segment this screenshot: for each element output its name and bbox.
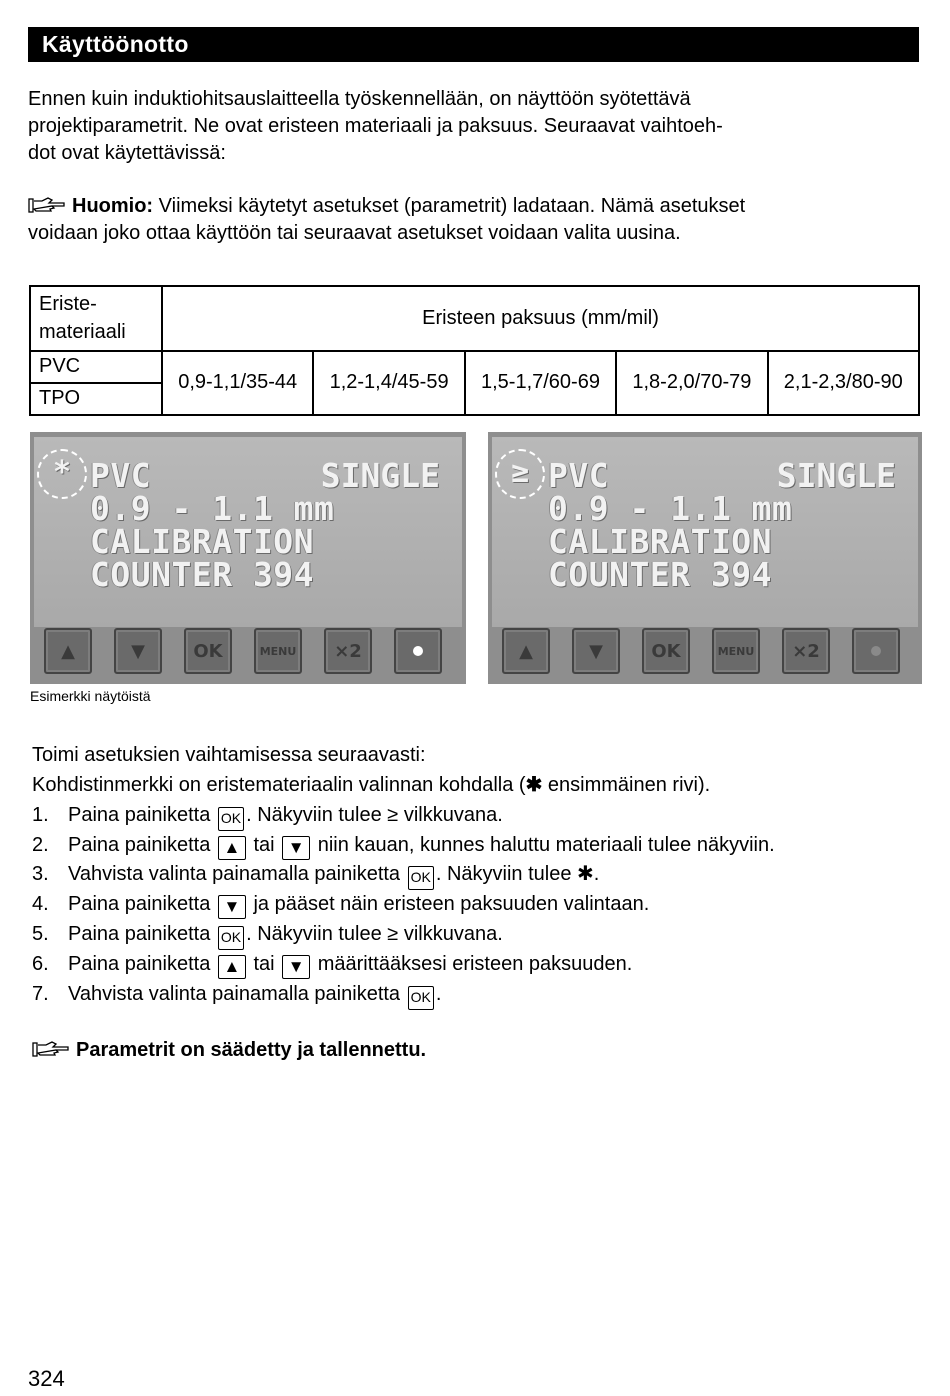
lcd-mode: SINGLE: [776, 456, 896, 495]
light-key: [852, 628, 900, 674]
double-key: ×2: [782, 628, 830, 674]
intro-line: projektiparametrit. Ne ovat eristeen materiaali ja paksuus. Seuraavat vaihtoeh-: [28, 115, 723, 137]
thickness-range-cell: 0,9-1,1/35-44: [162, 351, 313, 416]
lcd-line: CALIBRATION: [90, 522, 315, 561]
down-arrow-key-icon: ▼: [282, 836, 310, 860]
lcd-line: PVC: [90, 456, 152, 495]
note-text: voidaan joko ottaa käyttöön tai seuraavat asetukset voidaan valita uusina.: [28, 222, 681, 244]
led-icon: [413, 646, 423, 656]
step-item: 6. Paina painiketta ▲ tai ▼ määrittääksesi eristeen paksuuden.: [32, 950, 932, 980]
lcd-line: 0.9 - 1.1 mm: [90, 489, 335, 528]
step-item: 3. Vahvista valinta painamalla painiketta OK . Näkyviin tulee ✱.: [32, 860, 932, 890]
ok-key-icon: OK: [218, 926, 244, 950]
up-arrow-key: ▲: [44, 628, 92, 674]
material-cell-tpo: TPO: [30, 383, 162, 415]
down-arrow-key: ▼: [114, 628, 162, 674]
menu-key: MENU: [712, 628, 760, 674]
instructions-cursor-note: Kohdistinmerkki on eristemateriaalin valinnan kohdalla (✱ ensimmäinen rivi).: [32, 773, 711, 796]
lcd-screen: [34, 437, 462, 627]
down-arrow-key-icon: ▼: [282, 955, 310, 979]
lcd-line: COUNTER 394: [548, 555, 773, 594]
device-keypad: [44, 628, 454, 678]
ok-key-icon: OK: [408, 866, 434, 890]
lcd-line: COUNTER 394: [90, 555, 315, 594]
up-arrow-key: ▲: [502, 628, 550, 674]
insulation-spec-table: [29, 285, 920, 416]
step-item: 4. Paina painiketta ▼ ja pääset näin eristeen paksuuden valintaan.: [32, 890, 932, 920]
ok-key-icon: OK: [218, 807, 244, 831]
lcd-line: CALIBRATION: [548, 522, 773, 561]
cursor-indicator: ≥: [495, 449, 545, 499]
up-arrow-key-icon: ▲: [218, 836, 246, 860]
step-item: 7. Vahvista valinta painamalla painiketta OK .: [32, 980, 932, 1010]
thickness-range-cell: 1,5-1,7/60-69: [465, 351, 616, 416]
note-paragraph: [28, 193, 908, 247]
note-label: Huomio:: [72, 195, 154, 217]
lcd-screen: [492, 437, 918, 627]
ok-key: OK: [642, 628, 690, 674]
step-item: 2. Paina painiketta ▲ tai ▼ niin kauan, kunnes haluttu materiaali tulee näkyviin.: [32, 831, 932, 861]
down-arrow-key-icon: ▼: [218, 895, 246, 919]
page-number: 324: [28, 1366, 65, 1391]
instructions-intro: Toimi asetuksien vaihtamisessa seuraavasti:: [32, 744, 426, 766]
lcd-mode: SINGLE: [320, 456, 440, 495]
figure-caption: Esimerkki näytöistä: [30, 688, 151, 704]
light-key: [394, 628, 442, 674]
intro-line: Ennen kuin induktiohitsauslaitteella työskennellään, on näyttöön syötettävä: [28, 88, 691, 110]
device-keypad: [502, 628, 912, 678]
step-item: 1. Paina painiketta OK . Näkyviin tulee ≥ vilkkuvana.: [32, 801, 932, 831]
pointing-hand-icon: [28, 197, 66, 213]
thickness-range-cell: 1,2-1,4/45-59: [313, 351, 464, 416]
thickness-range-cell: 1,8-2,0/70-79: [616, 351, 767, 416]
device-display-photo: [488, 432, 922, 684]
intro-line: dot ovat käytettävissä:: [28, 142, 226, 164]
menu-key: MENU: [254, 628, 302, 674]
intro-paragraph: [28, 86, 828, 167]
ok-key-icon: OK: [408, 986, 434, 1010]
ok-key: OK: [184, 628, 232, 674]
thickness-column-header: Eristeen paksuus (mm/mil): [162, 286, 919, 351]
section-title: Käyttöönotto: [28, 27, 919, 62]
down-arrow-key: ▼: [572, 628, 620, 674]
material-cell-pvc: PVC: [30, 351, 162, 383]
final-note-text: Parametrit on säädetty ja tallennettu.: [76, 1039, 427, 1061]
up-arrow-key-icon: ▲: [218, 955, 246, 979]
thickness-range-cell: 2,1-2,3/80-90: [768, 351, 919, 416]
asterisk-symbol: ✱: [525, 773, 543, 796]
step-item: 5. Paina painiketta OK . Näkyviin tulee ≥ vilkkuvana.: [32, 920, 932, 950]
instructions: [32, 741, 932, 1010]
double-key: ×2: [324, 628, 372, 674]
final-note: [32, 1037, 426, 1064]
material-column-header: Eriste- materiaali: [30, 286, 162, 351]
pointing-hand-icon: [32, 1041, 70, 1057]
lcd-line: PVC: [548, 456, 610, 495]
note-text: Viimeksi käytetyt asetukset (parametrit) ladataan. Nämä asetukset: [158, 195, 746, 217]
lcd-line: 0.9 - 1.1 mm: [548, 489, 793, 528]
cursor-indicator: *: [37, 449, 87, 499]
led-icon: [871, 646, 881, 656]
device-display-photo: [30, 432, 466, 684]
